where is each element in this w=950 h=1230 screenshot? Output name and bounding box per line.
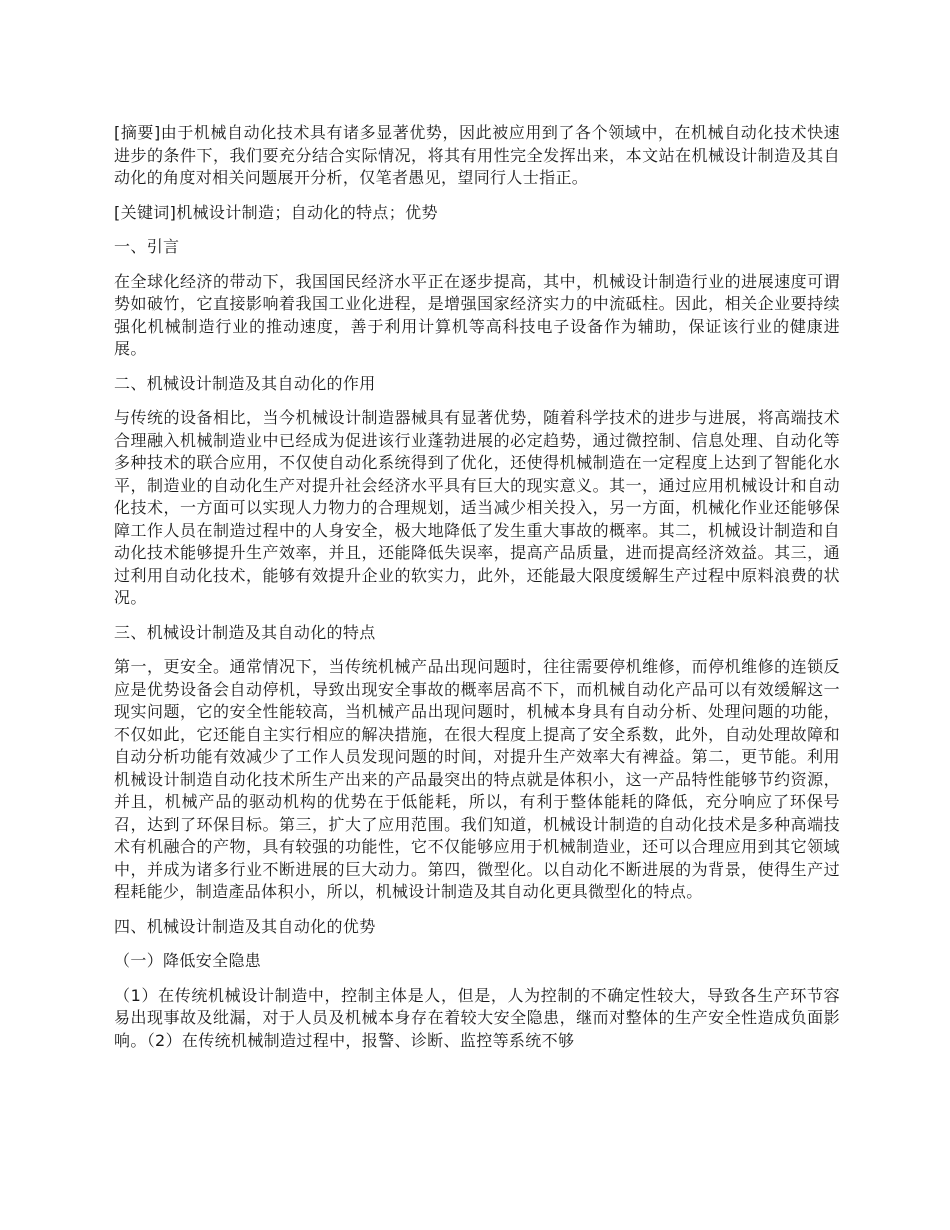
section-heading-features: 三、机械设计制造及其自动化的特点 — [114, 622, 376, 642]
section-heading-role: 二、机械设计制造及其自动化的作用 — [114, 373, 376, 393]
section-heading-introduction: 一、引言 — [114, 237, 180, 256]
role-paragraph: 与传统的设备相比，当今机械设计制造器械具有显著优势，随着科学技术的进步与进展，将高端技术合理融入机械制造业中已经成为促进该行业蓬勃进展的必定趋势，通过微控制、信息处理、自动化等多种技术的联合应用，不仅使自动化系统得到了优化，还使得机械制造在一定程度上达到了智能化水平，制造业的自动化生产对提升社会经济水平具有巨大的现实意义。其一，通过应用机械设计和自动化技术，一方面可以实现人力物力的合理规划，适当减少相关投入，另一方面，机械化作业还能够保障工作人员在制造过程中的人身安全，极大地降低了发生重大事故的概率。其二，机械设计制造和自动化技术能够提升生产效率，并且，还能降低失误率，提高产品质量，进而提高经济效益。其三，通过利用自动化技术，能够有效提升企业的软实力，此外，还能最大限度缓解生产过程中原料浪费的状况。 — [114, 408, 840, 607]
document-page — [114, 122, 840, 1064]
subsection-heading-safety: （一）降低安全隐患 — [114, 951, 262, 970]
abstract-paragraph: [摘要]由于机械自动化技术具有诸多显著优势，因此被应用到了各个领域中，在机械自动化技术快速进步的条件下，我们要充分结合实际情况，将其有用性完全发挥出来，本文站在机械设计制造及其自动化的角度对相关问题展开分析，仅笔者愚见，望同行人士指正。 — [114, 123, 840, 187]
introduction-paragraph: 在全球化经济的带动下，我国国民经济水平正在逐步提高，其中，机械设计制造行业的进展速度可谓势如破竹，它直接影响着我国工业化进程，是增强国家经济实力的中流砥柱。因此，相关企业要持续强化机械制造行业的推动速度，善于利用计算机等高科技电子设备作为辅助，保证该行业的健康进展。 — [114, 271, 840, 358]
keywords-paragraph: [关键词]机械设计制造；自动化的特点；优势 — [114, 202, 438, 222]
safety-paragraph: （1）在传统机械设计制造中，控制主体是人，但是，人为控制的不确定性较大，导致各生产环节容易出现事故及纰漏，对于人员及机械本身存在着较大安全隐患，继而对整体的生产安全性造成负面影响。（2）在传统机械制造过程中，报警、诊断、监控等系统不够 — [114, 985, 840, 1050]
section-heading-advantages: 四、机械设计制造及其自动化的优势 — [114, 916, 376, 936]
features-paragraph: 第一，更安全。通常情况下，当传统机械产品出现问题时，往往需要停机维修，而停机维修的连锁反应是优势设备会自动停机，导致出现安全事故的概率居高不下，而机械自动化产品可以有效缓解这一现实问题，它的安全性能较高，当机械产品出现问题时，机械本身具有自动分析、处理问题的功能，不仅如此，它还能自主实行相应的解决措施，在很大程度上提高了安全系数，此外，自动处理故障和自动分析功能有效减少了工作人员发现问题的时间，对提升生产效率大有裨益。第二，更节能。利用机械设计制造自动化技术所生产出来的产品最突出的特点就是体积小，这一产品特性能够节约资源，并且，机械产品的驱动机构的优势在于低能耗，所以，有利于整体能耗的降低，充分响应了环保号召，达到了环保目标。第三，扩大了应用范围。我们知道，机械设计制造的自动化技术是多种高端技术有机融合的产物，具有较强的功能性，它不仅能够应用于机械制造业，还可以合理应用到其它领域中，并成为诸多行业不断进展的巨大动力。第四，微型化。以自动化不断进展的为背景，使得生产过程耗能少，制造產品体积小，所以，机械设计制造及其自动化更具微型化的特点。 — [114, 657, 840, 901]
